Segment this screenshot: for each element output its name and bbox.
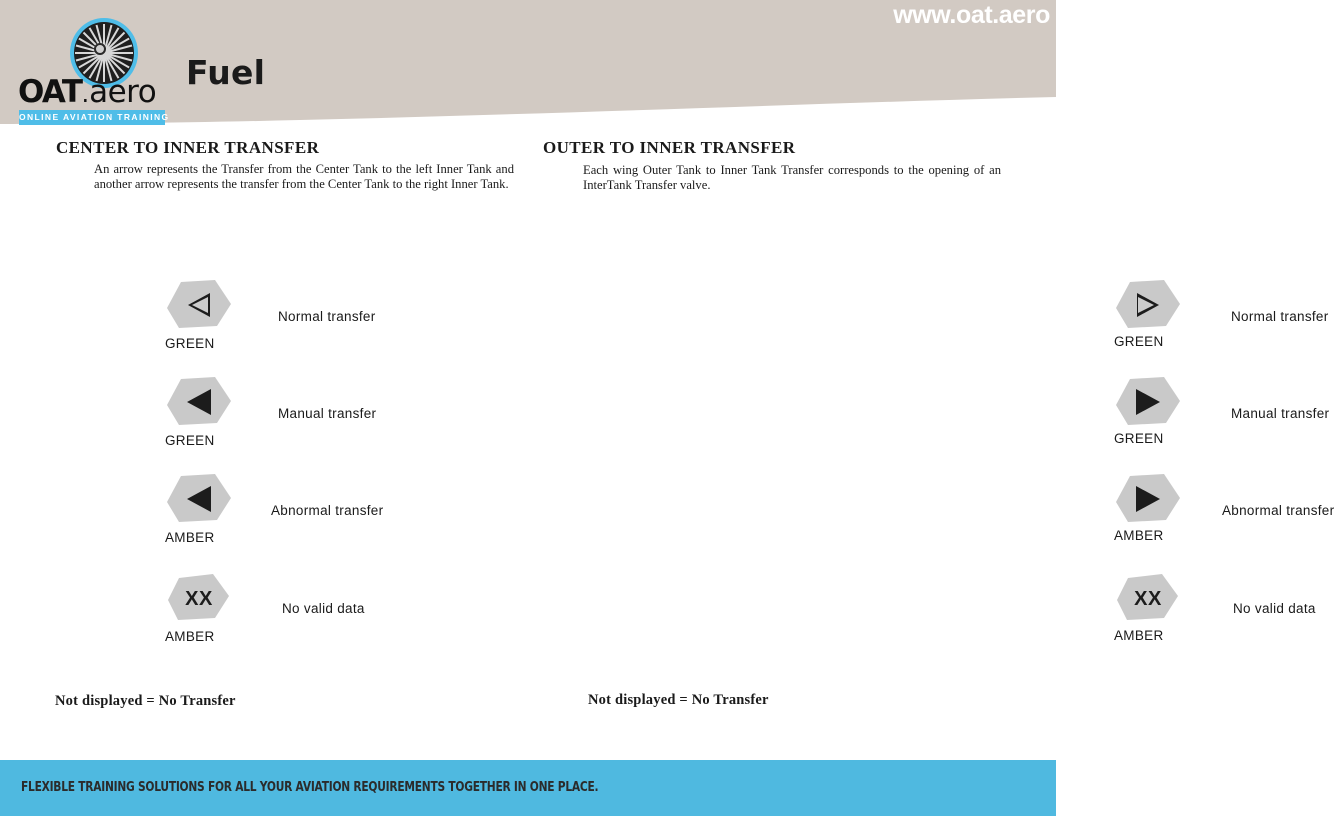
hexagon-badge [1114,375,1182,429]
symbol-meaning-label: Abnormal transfer [1222,503,1334,518]
logo-brand-main: OAT [18,74,82,110]
site-url-label: www.oat.aero [893,1,1050,29]
xx-glyph-text: XX [185,588,213,610]
hexagon-badge [165,278,233,332]
section-title-center-to-inner: CENTER TO INNER TRANSFER [56,138,320,157]
symbol-meaning-label: Normal transfer [1231,309,1329,324]
page-title: Fuel [186,53,266,92]
triangle-right-outline-icon [1114,278,1182,332]
triangle-left-solid-icon [165,472,233,526]
triangle-left-solid-icon [165,375,233,429]
symbol-color-label: GREEN [165,433,215,448]
logo-brand-suffix: aero [89,74,157,110]
symbol-meaning-label: No valid data [1233,601,1316,616]
symbol-color-label: AMBER [165,530,215,545]
symbol-color-label: GREEN [1114,431,1164,446]
symbol-meaning-label: Abnormal transfer [271,503,384,518]
hexagon-badge [165,472,233,526]
section-title-outer-to-inner: OUTER TO INNER TRANSFER [543,138,796,157]
footer-tagline: FLEXIBLE TRAINING SOLUTIONS FOR ALL YOUR AVIATION REQUIREMENTS TOGETHER IN ONE PLACE. [21,780,599,795]
symbol-color-label: AMBER [165,629,215,644]
page-footer [0,760,1056,816]
triangle-right-solid-icon [1114,472,1182,526]
symbol-meaning-label: Manual transfer [1231,406,1330,421]
hexagon-badge [165,375,233,429]
no-data-xx-icon [1114,572,1182,626]
symbol-color-label: GREEN [165,336,215,351]
hexagon-badge [1114,278,1182,332]
xx-glyph-text: XX [1134,588,1162,610]
section-footnote-outer-to-inner: Not displayed = No Transfer [588,692,769,708]
logo-brand-dot: . [81,80,90,108]
section-footnote-center-to-inner: Not displayed = No Transfer [55,693,236,709]
hexagon-badge [1114,472,1182,526]
hexagon-badge [165,572,233,626]
symbol-meaning-label: Manual transfer [278,406,377,421]
hexagon-badge [1114,572,1182,626]
section-description-outer-to-inner: Each wing Outer Tank to Inner Tank Transfer corresponds to the opening of an InterTank Transfer valve. [583,163,1001,192]
symbol-color-label: AMBER [1114,528,1164,543]
symbol-color-label: GREEN [1114,334,1164,349]
symbol-meaning-label: Normal transfer [278,309,376,324]
logo-strapline: ONLINE AVIATION TRAINING [19,110,165,125]
section-description-center-to-inner: An arrow represents the Transfer from the Center Tank to the left Inner Tank and another arrow represents the transfer from the Center Tank to the right Inner Tank. [94,162,514,191]
symbol-meaning-label: No valid data [282,601,365,616]
triangle-left-outline-icon [165,278,233,332]
triangle-right-solid-icon [1114,375,1182,429]
no-data-xx-icon [165,572,233,626]
symbol-color-label: AMBER [1114,628,1164,643]
